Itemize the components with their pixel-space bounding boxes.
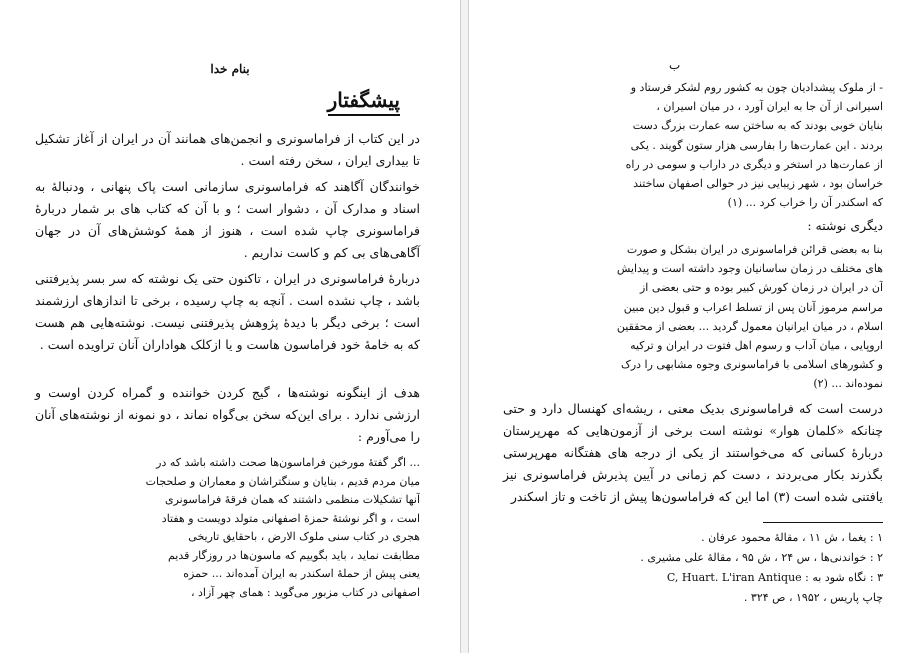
bismillah-title: بنام خدا bbox=[210, 62, 250, 76]
list-item: بنایان خوبی بودند که به ساختن سه عمارت بزرگ دست bbox=[632, 119, 883, 133]
list-item: آن در ایران در زمان کورش کبیر بوده و حتی بعضی از bbox=[639, 281, 883, 295]
page-number: ب bbox=[669, 58, 681, 72]
foreword-heading: پیشگفتار bbox=[328, 88, 400, 116]
footnotes bbox=[503, 528, 883, 608]
footnote: ۳ : نگاه شود به : C, Huart. L'iran Antique bbox=[666, 571, 883, 584]
quote-list-2 bbox=[503, 78, 883, 212]
list-item: ... اگر گفتهٔ مورخین فراماسون‌ها صحت داشته باشد که در bbox=[156, 456, 420, 469]
list-item: مراسم مرموز آنان پس از تسلط اعراب و قبول دین مبین bbox=[623, 300, 883, 314]
list-item: اسیرانی از آن جا به ایران آورد ، در میان اسیران ، bbox=[656, 100, 883, 114]
subheading: دیگری نوشته : bbox=[807, 218, 883, 233]
intro-paragraph-3: دربارهٔ فراماسونری در ایران ، تاکنون حتی یک نوشته که سر بسر پذیرفتنی باشد ، چاپ نشده است . آنچه به چاپ رسیده ، برخی تا اندازهای ارزشمند است ؛ برخی دیگر با دیدهٔ پژوهش پذیرفتنی نیست. نوشته‌هایی هم هست که به خامهٔ خود فراماسون هاست و یا ازکلک هواداران آنان تراویده است . bbox=[35, 271, 420, 352]
list-item: که اسکندر آن را خراب کرد ... (۱) bbox=[727, 196, 883, 210]
footnote-divider bbox=[763, 522, 883, 523]
list-item: خراسان بود ، شهر زیبایی نیز در حوالی اصفهان ساختند bbox=[633, 177, 883, 191]
list-item: بردند . این عمارت‌ها را بفارسی هزار ستون گویند . یکی bbox=[630, 138, 883, 152]
list-item: هجری در کتاب سنی ملوک الارض ، باحقایق تاریخی bbox=[188, 530, 420, 543]
intro-paragraph-4: هدف از اینگونه نوشته‌ها ، گیج کردن خواننده و گمراه کردن اوست و ارزشی ندارد . برای این‌که سخن بی‌گواه نماند ، دو نمونه از نوشته‌های آنان را می‌آورم : bbox=[35, 385, 420, 444]
list-item: های مختلف در زمان ساسانیان وجود داشته است و پیدایش bbox=[616, 262, 883, 276]
list-item: است ، و اگر نوشتهٔ حمزهٔ اصفهانی متولد دویست و هفتاد bbox=[161, 511, 420, 525]
list-item: نموده‌اند ... (۲) bbox=[813, 377, 883, 391]
footnote: چاپ پاریس ، ۱۹۵۲ ، ص ۳۲۴ . bbox=[743, 591, 883, 604]
list-item: و کشورهای اسلامی با فراماسونری وجوه مشابهی را درک bbox=[620, 358, 883, 372]
list-item: - از ملوک پیشدادیان چون به کشور روم لشکر فرستاد و bbox=[630, 81, 883, 94]
list-item: اروپایی ، میان آداب و رسوم اهل فتوت در ایران و ترکیه bbox=[630, 339, 883, 353]
quote-list-3 bbox=[503, 240, 883, 394]
list-item: میان مردم قدیم ، بنایان و سنگتراشان و معماران و صلحجات bbox=[145, 474, 420, 488]
list-item: آنها تشکیلات منظمی داشتند که همان فرقهٔ فراماسونری bbox=[164, 493, 420, 506]
left-page bbox=[468, 0, 923, 653]
footnote: ۱ : یغما ، ش ۱۱ ، مقالهٔ محمود عرفان . bbox=[701, 531, 883, 544]
list-item: بنا به بعضی قرائن فراماسونری در ایران بشکل و صورت bbox=[626, 243, 883, 256]
quote-list-1 bbox=[35, 454, 420, 602]
footnote: ۲ : خواندنی‌ها ، س ۲۴ ، ش ۹۵ ، مقالهٔ علی مشیری . bbox=[640, 551, 883, 564]
right-page bbox=[0, 0, 461, 653]
list-item: یعنی پیش از حملهٔ اسکندر به ایران آمده‌اند ... حمزه bbox=[183, 567, 420, 580]
book-gutter bbox=[461, 0, 468, 653]
body-paragraph: درست است که فراماسونری بدیک معنی ، ریشه‌ای کهنسال دارد و حتی چنانکه «کلمان هوار» نوشته است برخی از آزمون‌هایی که مهرپرستان دربارهٔ کسانی که می‌خواستند از یکی از درجه های هفتگانه مهرپرستی بگذرند بکار می‌بردند ، دست کم زمانی در آیین پذیرش فراماسونری نیز یافتنی شده است (۳) اما این که فراماسون‌ها پیش از تاخت و تاز اسکندر bbox=[503, 401, 883, 504]
list-item: مطابقت نماید ، باید بگوییم که ماسون‌ها در روزگار قدیم bbox=[167, 548, 420, 562]
intro-paragraph-2: خوانندگان آگاهند که فراماسونری سازمانی است پاک پنهانی ، ودنبالهٔ به اسناد و مدارک آن ، دشوار است ؛ و با آن که کتاب های بر شمار دربارهٔ فراماسونری چاپ شده است ، هنوز از همهٔ کوشش‌های آن در جهان آگاهی‌های بی کم و کاست نداریم . bbox=[35, 179, 420, 260]
list-item: اصفهانی در کتاب مزبور می‌گوید : همای چهر آزاد ، bbox=[190, 585, 420, 599]
intro-paragraph-1: در این کتاب از فراماسونری و انجمن‌های همانند آن در ایران از آغاز تشکیل تا بیداری ایران ، سخن رفته است . bbox=[35, 131, 420, 168]
list-item: از عمارت‌ها در استخر و دیگری در داراب و سومی در راه bbox=[625, 157, 883, 171]
list-item: اسلام ، در میان ایرانیان معمول گردید ... بعضی از محققین bbox=[616, 319, 883, 333]
